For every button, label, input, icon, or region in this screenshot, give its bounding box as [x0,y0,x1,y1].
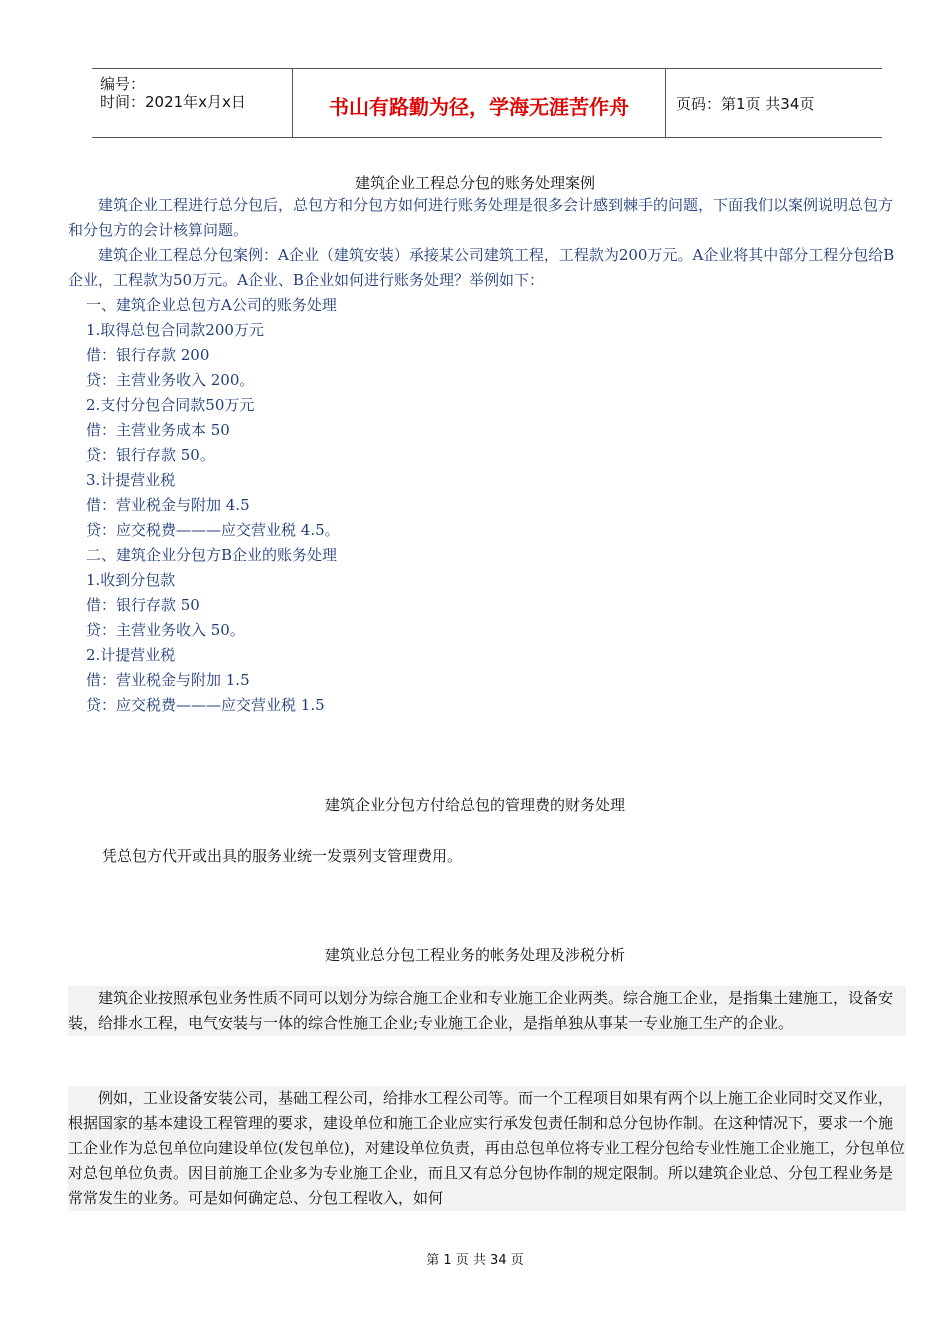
entry-line: 3.计提营业税 [86,471,176,489]
section3-title: 建筑业总分包工程业务的帐务处理及涉税分析 [324,946,625,964]
section3-paragraph-1: 建筑企业按照承包业务性质不同可以划分为综合施工企业和专业施工企业两类。综合施工企业，是指集土建施工，设备安装，给排水工程，电气安装与一体的综合性施工企业;专业施工企业，是指单独从事某一专业施工生产的企业。 [68,986,906,1036]
entry-line: 借：银行存款 200 [86,346,210,364]
entry-line: 贷：应交税费———应交营业税 4.5。 [86,521,340,539]
entry-line: 借：银行存款 50 [86,596,200,614]
section1-case: 建筑企业工程总分包案例：A企业（建筑安装）承接某公司建筑工程，工程款为200万元。A企业将其中部分工程分包给B企业，工程款为50万元。A企业、B企业如何进行账务处理？举例如下： [68,246,895,289]
entry-line: 借：主营业务成本 50 [86,421,230,439]
header-page-info: 页码：第1页 共34页 [676,95,815,113]
document-time-label: 时间：2021年x月x日 [100,93,246,111]
section1-intro: 建筑企业工程进行总分包后，总包方和分包方如何进行账务处理是很多会计感到棘手的问题，下面我们以案例说明总包方和分包方的会计核算问题。 [68,196,894,239]
entry-line: 2.计提营业税 [86,646,176,664]
entry-line: 借：营业税金与附加 4.5 [86,496,250,514]
entry-line: 1.收到分包款 [86,571,176,589]
section2-body: 凭总包方代开或出具的服务业统一发票列支管理费用。 [102,847,463,865]
document-number-label: 编号： [100,75,146,93]
page-footer: 第 1 页 共 34 页 [426,1253,524,1268]
entry-line: 借：营业税金与附加 1.5 [86,671,250,689]
entry-line: 一、建筑企业总包方A公司的账务处理 [86,296,337,314]
header-middle-cell [293,69,666,137]
entry-line: 贷：银行存款 50。 [86,446,215,464]
header-right-cell [666,69,882,137]
entry-line: 二、建筑企业分包方B企业的账务处理 [86,546,338,564]
entry-line: 贷：应交税费———应交营业税 1.5 [86,696,325,714]
entry-line: 贷：主营业务收入 200。 [86,371,255,389]
entry-line: 2.支付分包合同款50万元 [86,396,255,414]
page-header [92,68,882,138]
entry-line: 贷：主营业务收入 50。 [86,621,245,639]
section2-title: 建筑企业分包方付给总包的管理费的财务处理 [324,796,625,814]
section1-title: 建筑企业工程总分包的账务处理案例 [354,174,595,192]
entry-line: 1.取得总包合同款200万元 [86,321,264,339]
section3-paragraph-2: 例如，工业设备安装公司，基础工程公司，给排水工程公司等。而一个工程项目如果有两个以上施工企业同时交叉作业，根据国家的基本建设工程管理的要求，建设单位和施工企业应实行承发包责任制和总分包协作制。在这种情况下，要求一个施工企业作为总包单位向建设单位(发包单位)，对建设单位负责，再由总包单位将专业工程分包给专业性施工企业施工，分包单位对总包单位负责。因目前施工企业多为专业施工企业，而且又有总分包协作制的规定限制。所以建筑企业总、分包工程业务是常常发生的业务。可是如何确定总、分包工程收入，如何 [68,1086,906,1211]
header-motto: 书山有路勤为径，学海无涯苦作舟 [329,95,629,119]
header-left-cell [92,69,293,137]
